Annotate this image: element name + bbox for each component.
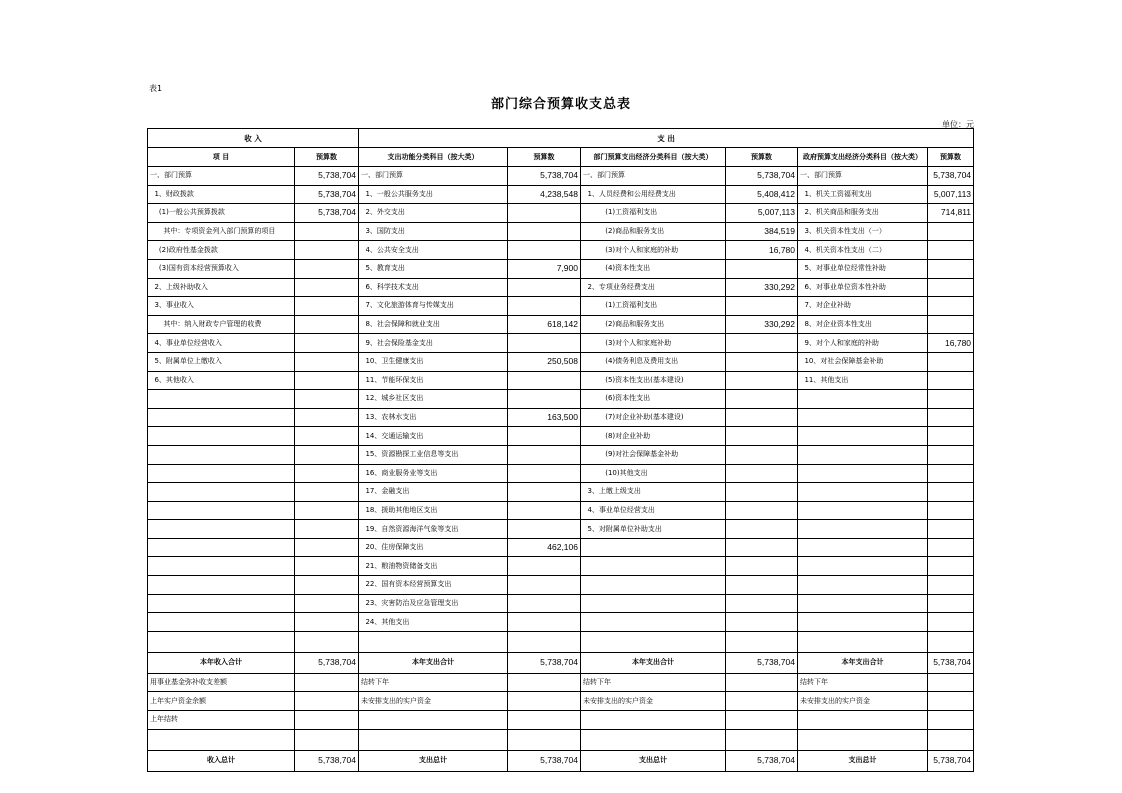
item-cell: 其中：纳入财政专户管理的收费 <box>148 315 295 334</box>
item-cell: 一、部门预算 <box>148 167 295 186</box>
amount-cell <box>295 520 359 539</box>
year-total-row <box>148 652 974 673</box>
col-header-gov-econ-class: 政府预算支出经济分类科目（按大类） <box>798 148 928 167</box>
item-cell: 9、社会保险基金支出 <box>359 334 508 353</box>
amount-cell <box>928 594 974 613</box>
table-row <box>148 427 974 446</box>
item-cell <box>798 711 928 730</box>
amount-cell <box>928 259 974 278</box>
table-row <box>148 167 974 186</box>
item-cell <box>798 538 928 557</box>
amount-cell <box>295 483 359 502</box>
grand-expense-total-label: 支出总计 <box>581 750 726 771</box>
grand-expense-total-value: 5,738,704 <box>726 750 798 771</box>
item-cell: 2、机关商品和服务支出 <box>798 204 928 223</box>
amount-cell <box>928 692 974 711</box>
amount-cell <box>726 445 798 464</box>
grand-total-row <box>148 750 974 771</box>
table-row <box>148 222 974 241</box>
table-row <box>148 445 974 464</box>
item-cell: 2、上级补助收入 <box>148 278 295 297</box>
amount-cell <box>726 371 798 390</box>
item-cell: (4)债务利息及费用支出 <box>581 352 726 371</box>
amount-cell <box>295 445 359 464</box>
table-row <box>148 352 974 371</box>
item-cell: 上年结转 <box>148 711 295 730</box>
amount-cell <box>295 222 359 241</box>
amount-cell <box>508 371 581 390</box>
year-expense-total-value: 5,738,704 <box>928 652 974 673</box>
item-cell <box>148 445 295 464</box>
amount-cell <box>295 711 359 730</box>
amount-cell <box>928 483 974 502</box>
amount-cell <box>508 390 581 409</box>
table-row <box>148 594 974 613</box>
table-row <box>148 185 974 204</box>
amount-cell <box>508 241 581 260</box>
amount-cell <box>928 427 974 446</box>
amount-cell <box>508 427 581 446</box>
item-cell: 1、人员经费和公用经费支出 <box>581 185 726 204</box>
amount-cell <box>928 613 974 632</box>
year-expense-total-value: 5,738,704 <box>508 652 581 673</box>
item-cell <box>148 483 295 502</box>
income-header: 收 入 <box>148 129 359 148</box>
amount-cell: 5,738,704 <box>928 167 974 186</box>
item-cell: 22、国有资本经营预算支出 <box>359 576 508 595</box>
spacer-row <box>148 631 974 652</box>
item-cell: 6、其他收入 <box>148 371 295 390</box>
item-cell <box>148 408 295 427</box>
item-cell <box>798 390 928 409</box>
item-cell: (5)资本性支出(基本建设) <box>581 371 726 390</box>
item-cell: 10、卫生健康支出 <box>359 352 508 371</box>
item-cell: (2)商品和服务支出 <box>581 222 726 241</box>
item-cell: 8、对企业资本性支出 <box>798 315 928 334</box>
table-row <box>148 315 974 334</box>
amount-cell: 384,519 <box>726 222 798 241</box>
item-cell: 13、农林水支出 <box>359 408 508 427</box>
item-cell: 4、机关资本性支出（二） <box>798 241 928 260</box>
amount-cell <box>928 315 974 334</box>
item-cell <box>798 483 928 502</box>
amount-cell <box>726 297 798 316</box>
item-cell: (10)其他支出 <box>581 464 726 483</box>
item-cell: 1、财政拨款 <box>148 185 295 204</box>
amount-cell <box>295 692 359 711</box>
grand-expense-total-value: 5,738,704 <box>928 750 974 771</box>
amount-cell <box>508 576 581 595</box>
amount-cell <box>508 483 581 502</box>
item-cell: (6)资本性支出 <box>581 390 726 409</box>
amount-cell <box>295 390 359 409</box>
amount-cell <box>508 557 581 576</box>
item-cell <box>581 711 726 730</box>
item-cell <box>581 538 726 557</box>
amount-cell <box>928 520 974 539</box>
item-cell <box>581 613 726 632</box>
year-income-total-label: 本年收入合计 <box>148 652 295 673</box>
amount-cell: 5,738,704 <box>295 167 359 186</box>
item-cell: 6、对事业单位资本性补助 <box>798 278 928 297</box>
item-cell <box>148 520 295 539</box>
table-row <box>148 259 974 278</box>
item-cell: 5、教育支出 <box>359 259 508 278</box>
item-cell: 16、商业服务业等支出 <box>359 464 508 483</box>
amount-cell <box>928 557 974 576</box>
item-cell: 1、一般公共服务支出 <box>359 185 508 204</box>
amount-cell <box>295 673 359 692</box>
item-cell: 5、对事业单位经常性补助 <box>798 259 928 278</box>
amount-cell: 5,738,704 <box>295 185 359 204</box>
item-cell <box>581 576 726 595</box>
amount-cell <box>928 352 974 371</box>
page-title: 部门综合预算收支总表 <box>490 97 631 112</box>
table-row <box>148 278 974 297</box>
year-expense-total-label: 本年支出合计 <box>798 652 928 673</box>
unit-label: 单位：元 <box>942 120 974 129</box>
amount-cell <box>295 278 359 297</box>
item-cell <box>148 464 295 483</box>
item-cell <box>798 408 928 427</box>
grand-expense-total-label: 支出总计 <box>798 750 928 771</box>
amount-cell <box>726 673 798 692</box>
amount-cell <box>295 259 359 278</box>
item-cell: 上年实户资金余额 <box>148 692 295 711</box>
amount-cell <box>726 711 798 730</box>
amount-cell <box>295 594 359 613</box>
amount-cell: 5,738,704 <box>508 167 581 186</box>
item-cell <box>148 390 295 409</box>
amount-cell <box>928 673 974 692</box>
amount-cell <box>295 297 359 316</box>
table-row <box>148 390 974 409</box>
table-row <box>148 334 974 353</box>
item-cell <box>798 520 928 539</box>
amount-cell: 16,780 <box>726 241 798 260</box>
table-row <box>148 204 974 223</box>
header-row-1 <box>148 129 974 148</box>
table-row <box>148 483 974 502</box>
item-cell: 一、部门预算 <box>359 167 508 186</box>
amount-cell <box>295 501 359 520</box>
amount-cell <box>928 711 974 730</box>
table-row <box>148 371 974 390</box>
item-cell: (1)工资福利支出 <box>581 204 726 223</box>
item-cell: 3、事业收入 <box>148 297 295 316</box>
amount-cell: 5,408,412 <box>726 185 798 204</box>
item-cell <box>148 538 295 557</box>
amount-cell <box>928 371 974 390</box>
grand-expense-total-value: 5,738,704 <box>508 750 581 771</box>
item-cell: (2)政府性基金拨款 <box>148 241 295 260</box>
item-cell: 23、灾害防治及应急管理支出 <box>359 594 508 613</box>
item-cell: 24、其他支出 <box>359 613 508 632</box>
amount-cell: 330,292 <box>726 315 798 334</box>
amount-cell <box>928 445 974 464</box>
item-cell: (3)国有资本经营预算收入 <box>148 259 295 278</box>
balance-row <box>148 692 974 711</box>
item-cell <box>798 613 928 632</box>
amount-cell <box>726 390 798 409</box>
item-cell <box>148 427 295 446</box>
amount-cell <box>726 692 798 711</box>
table-row <box>148 241 974 260</box>
item-cell: 3、国防支出 <box>359 222 508 241</box>
item-cell: 8、社会保障和就业支出 <box>359 315 508 334</box>
amount-cell <box>508 278 581 297</box>
amount-cell <box>508 501 581 520</box>
amount-cell <box>726 259 798 278</box>
item-cell: 4、公共安全支出 <box>359 241 508 260</box>
item-cell: 用事业基金弥补收支差额 <box>148 673 295 692</box>
item-cell: 一、部门预算 <box>581 167 726 186</box>
item-cell: 3、机关资本性支出（一） <box>798 222 928 241</box>
amount-cell <box>508 613 581 632</box>
amount-cell <box>295 352 359 371</box>
amount-cell <box>726 483 798 502</box>
item-cell <box>581 557 726 576</box>
amount-cell: 462,106 <box>508 538 581 557</box>
item-cell: (1)工资福利支出 <box>581 297 726 316</box>
item-cell: 结转下年 <box>581 673 726 692</box>
amount-cell <box>928 576 974 595</box>
amount-cell <box>928 538 974 557</box>
amount-cell <box>726 427 798 446</box>
amount-cell <box>726 557 798 576</box>
item-cell <box>148 594 295 613</box>
item-cell: (9)对社会保障基金补助 <box>581 445 726 464</box>
grand-income-total-label: 收入总计 <box>148 750 295 771</box>
grand-expense-total-label: 支出总计 <box>359 750 508 771</box>
table-row <box>148 464 974 483</box>
amount-cell <box>726 576 798 595</box>
item-cell: 10、对社会保障基金补助 <box>798 352 928 371</box>
item-cell: 21、粮油物资储备支出 <box>359 557 508 576</box>
year-expense-total-label: 本年支出合计 <box>581 652 726 673</box>
item-cell: 7、对企业补助 <box>798 297 928 316</box>
amount-cell <box>295 427 359 446</box>
expense-header: 支 出 <box>359 129 974 148</box>
item-cell <box>798 464 928 483</box>
item-cell: 19、自然资源海洋气象等支出 <box>359 520 508 539</box>
amount-cell <box>295 557 359 576</box>
item-cell: (3)对个人和家庭补助 <box>581 334 726 353</box>
item-cell: 6、科学技术支出 <box>359 278 508 297</box>
col-header-func-class: 支出功能分类科目（按大类） <box>359 148 508 167</box>
amount-cell <box>295 315 359 334</box>
year-expense-total-label: 本年支出合计 <box>359 652 508 673</box>
item-cell: (2)商品和服务支出 <box>581 315 726 334</box>
item-cell: 3、上缴上级支出 <box>581 483 726 502</box>
amount-cell <box>928 501 974 520</box>
item-cell: (7)对企业补助(基本建设) <box>581 408 726 427</box>
amount-cell <box>508 222 581 241</box>
amount-cell <box>508 204 581 223</box>
amount-cell <box>508 464 581 483</box>
table-row <box>148 297 974 316</box>
amount-cell <box>726 520 798 539</box>
col-header-budget: 预算数 <box>508 148 581 167</box>
item-cell <box>581 594 726 613</box>
col-header-item: 项 目 <box>148 148 295 167</box>
amount-cell <box>295 371 359 390</box>
amount-cell <box>726 538 798 557</box>
item-cell: 一、部门预算 <box>798 167 928 186</box>
col-header-budget: 预算数 <box>726 148 798 167</box>
balance-row <box>148 673 974 692</box>
amount-cell <box>508 297 581 316</box>
amount-cell: 7,900 <box>508 259 581 278</box>
amount-cell <box>295 334 359 353</box>
amount-cell <box>295 538 359 557</box>
item-cell: 7、文化旅游体育与传媒支出 <box>359 297 508 316</box>
item-cell: 14、交通运输支出 <box>359 427 508 446</box>
year-income-total-value: 5,738,704 <box>295 652 359 673</box>
amount-cell <box>508 334 581 353</box>
item-cell: 结转下年 <box>359 673 508 692</box>
item-cell: 12、城乡社区支出 <box>359 390 508 409</box>
grand-income-total-value: 5,738,704 <box>295 750 359 771</box>
item-cell: 11、节能环保支出 <box>359 371 508 390</box>
table-label: 表1 <box>149 84 163 93</box>
item-cell <box>148 557 295 576</box>
item-cell: 4、事业单位经营支出 <box>581 501 726 520</box>
amount-cell <box>726 613 798 632</box>
table-row <box>148 408 974 427</box>
amount-cell <box>928 297 974 316</box>
item-cell: (4)资本性支出 <box>581 259 726 278</box>
amount-cell: 714,811 <box>928 204 974 223</box>
item-cell: 5、对附属单位补助支出 <box>581 520 726 539</box>
item-cell: 其中：专项资金列入部门预算的项目 <box>148 222 295 241</box>
item-cell <box>148 501 295 520</box>
item-cell: 未安排支出的实户资金 <box>359 692 508 711</box>
item-cell: (8)对企业补助 <box>581 427 726 446</box>
item-cell: 未安排支出的实户资金 <box>798 692 928 711</box>
item-cell: (1)一般公共预算拨款 <box>148 204 295 223</box>
spacer-row <box>148 729 974 750</box>
amount-cell <box>295 241 359 260</box>
amount-cell <box>508 673 581 692</box>
item-cell <box>148 576 295 595</box>
amount-cell <box>726 334 798 353</box>
item-cell: 4、事业单位经营收入 <box>148 334 295 353</box>
amount-cell <box>726 464 798 483</box>
item-cell: 2、专项业务经费支出 <box>581 278 726 297</box>
item-cell: 2、外交支出 <box>359 204 508 223</box>
item-cell <box>798 557 928 576</box>
amount-cell <box>295 613 359 632</box>
item-cell: 11、其他支出 <box>798 371 928 390</box>
header-row-2 <box>148 148 974 167</box>
amount-cell: 330,292 <box>726 278 798 297</box>
item-cell <box>798 576 928 595</box>
amount-cell <box>508 711 581 730</box>
amount-cell: 5,007,113 <box>928 185 974 204</box>
item-cell: 结转下年 <box>798 673 928 692</box>
item-cell <box>798 501 928 520</box>
amount-cell: 163,500 <box>508 408 581 427</box>
amount-cell: 4,238,548 <box>508 185 581 204</box>
amount-cell <box>508 520 581 539</box>
amount-cell <box>726 352 798 371</box>
item-cell: 15、资源勘探工业信息等支出 <box>359 445 508 464</box>
table-row <box>148 520 974 539</box>
table-row <box>148 576 974 595</box>
item-cell: 9、对个人和家庭的补助 <box>798 334 928 353</box>
amount-cell <box>928 464 974 483</box>
item-cell: 18、援助其他地区支出 <box>359 501 508 520</box>
amount-cell: 5,007,113 <box>726 204 798 223</box>
amount-cell <box>928 408 974 427</box>
table-row <box>148 538 974 557</box>
table-row <box>148 613 974 632</box>
amount-cell <box>508 692 581 711</box>
item-cell: 未安排支出的实户资金 <box>581 692 726 711</box>
budget-summary-table <box>147 128 974 772</box>
table-row <box>148 557 974 576</box>
amount-cell <box>928 390 974 409</box>
item-cell: (3)对个人和家庭的补助 <box>581 241 726 260</box>
col-header-budget: 预算数 <box>928 148 974 167</box>
col-header-dept-econ-class: 部门预算支出经济分类科目（按大类） <box>581 148 726 167</box>
item-cell <box>798 594 928 613</box>
item-cell: 17、金融支出 <box>359 483 508 502</box>
amount-cell <box>295 408 359 427</box>
amount-cell <box>726 594 798 613</box>
amount-cell: 5,738,704 <box>726 167 798 186</box>
amount-cell <box>726 408 798 427</box>
amount-cell: 618,142 <box>508 315 581 334</box>
item-cell <box>798 445 928 464</box>
item-cell: 20、住房保障支出 <box>359 538 508 557</box>
item-cell: 5、附属单位上缴收入 <box>148 352 295 371</box>
balance-row <box>148 711 974 730</box>
table-row <box>148 501 974 520</box>
amount-cell: 16,780 <box>928 334 974 353</box>
year-expense-total-value: 5,738,704 <box>726 652 798 673</box>
amount-cell: 5,738,704 <box>295 204 359 223</box>
amount-cell: 250,508 <box>508 352 581 371</box>
item-cell <box>798 427 928 446</box>
amount-cell <box>726 501 798 520</box>
amount-cell <box>928 222 974 241</box>
amount-cell <box>295 464 359 483</box>
amount-cell <box>928 241 974 260</box>
item-cell <box>148 613 295 632</box>
amount-cell <box>928 278 974 297</box>
col-header-budget: 预算数 <box>295 148 359 167</box>
amount-cell <box>295 576 359 595</box>
amount-cell <box>508 594 581 613</box>
item-cell <box>359 711 508 730</box>
item-cell: 1、机关工资福利支出 <box>798 185 928 204</box>
amount-cell <box>508 445 581 464</box>
